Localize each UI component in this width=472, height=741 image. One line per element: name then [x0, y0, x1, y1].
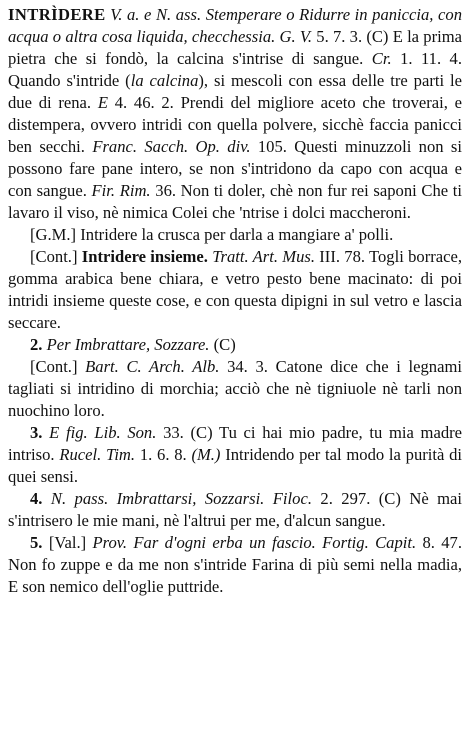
citation-source: Bart. C. Arch. Alb.	[85, 357, 220, 376]
citation-text: 1. 11. 4. Quando s'intride (	[8, 49, 462, 90]
sense-3-paragraph	[8, 422, 462, 488]
sense-number: 2.	[30, 335, 43, 354]
headword: INTRÌDERE	[8, 5, 106, 24]
editor-tag: [Cont.]	[30, 357, 78, 376]
citation-source: Lib. Son.	[94, 423, 157, 442]
citation-text: ), si mescoli con essa delle tre parti le due di rena.	[8, 71, 462, 112]
citation-source: Fortig. Capit.	[322, 533, 417, 552]
citation-source: Cr.	[371, 49, 392, 68]
source-mark: (C)	[213, 335, 236, 354]
citation-text: 1. 6. 8.	[139, 445, 187, 464]
citation-source: Fir. Rim.	[91, 181, 151, 200]
citation-text: III. 78. Togli borrace, gomma arabica bene chiara, e vetro pesto bene macinato: di poi intridi insieme queste cose, e con questa dipigni in sul vetro e lascia seccare.	[8, 247, 462, 332]
citation-source: Tratt. Art. Mus.	[212, 247, 315, 266]
citation-text: 8. 47. Non fo zuppe e da me non s'intride Farina di più semi nella madia, E son nemico dell'oglie puttride.	[8, 533, 463, 596]
editor-tag: [Val.]	[48, 533, 87, 552]
sense-2-paragraph	[8, 334, 462, 356]
citation-text: 4. 46. 2. Prendi del migliore aceto che troverai, e distempera, ovvero intridi con quella polvere, sicchè faccia panicci ben secchi.	[8, 93, 462, 156]
editor-tag: [Cont.]	[30, 247, 78, 266]
cont-paragraph-2	[8, 356, 462, 422]
phrase-headword: Intridere insieme.	[81, 247, 208, 266]
citation-source: Filoc.	[272, 489, 312, 508]
citation-text: 36. Non ti doler, chè non fur rei saponi Che ti lavaro il viso, nè nimica Colei che 'ntrise i dolci maccheroni.	[8, 181, 463, 222]
sense-definition: E fig.	[49, 423, 88, 442]
citation-source: G. V.	[279, 27, 313, 46]
citation-text: 34. 3. Catone dice che i legnami tagliati si intridino di morchia; acciò che nè tigniuole nè tarli non nuochino loro.	[8, 357, 462, 420]
citation-source: Franc. Sacch. Op. div.	[92, 137, 251, 156]
sense-definition: N. pass. Imbrattarsi, Sozzarsi.	[50, 489, 265, 508]
source-mark: (M.)	[191, 445, 221, 464]
editor-tag: [G.M.]	[30, 225, 77, 244]
sense-number: 3.	[30, 423, 43, 442]
sense-definition: Per Imbrattare, Sozzare.	[46, 335, 210, 354]
citation-text: 2. 297. (C) Nè mai s'intrisero le mie mani, nè l'altrui per me, d'alcun sangue.	[8, 489, 463, 530]
definition: Stemperare o Ridurre in paniccia, con acqua o altra cosa liquida, checchessia.	[8, 5, 462, 46]
citation-gloss: la calcina	[130, 71, 199, 90]
sense-number: 5.	[30, 533, 43, 552]
sense-number: 4.	[30, 489, 43, 508]
gm-text: Intridere la crusca per darla a mangiare a' polli.	[80, 225, 394, 244]
citation-text: 5. 7. 3. (C) E la prima pietra che si fondò, la calcina s'intrise di sangue.	[8, 27, 462, 68]
citation-source: E	[97, 93, 108, 112]
citation-text: 33. (C) Tu ci hai mio padre, tu mia madre intriso.	[8, 423, 463, 464]
citation-text: 105. Questi minuzzoli non si possono fare pane intero, se non s'intridono da capo con acqua e con sangue.	[8, 137, 463, 200]
gm-paragraph	[8, 224, 462, 246]
entry-main-paragraph	[8, 4, 462, 224]
citation-text: Intridendo per tal modo la purità di quei sensi.	[8, 445, 463, 486]
sense-5-paragraph	[8, 532, 462, 598]
sense-4-paragraph	[8, 488, 462, 532]
part-of-speech: V. a. e N. ass.	[110, 5, 202, 24]
citation-source: Rucel. Tim.	[59, 445, 136, 464]
sense-definition: Prov. Far d'ogni erba un fascio.	[92, 533, 316, 552]
cont-paragraph-1	[8, 246, 462, 334]
